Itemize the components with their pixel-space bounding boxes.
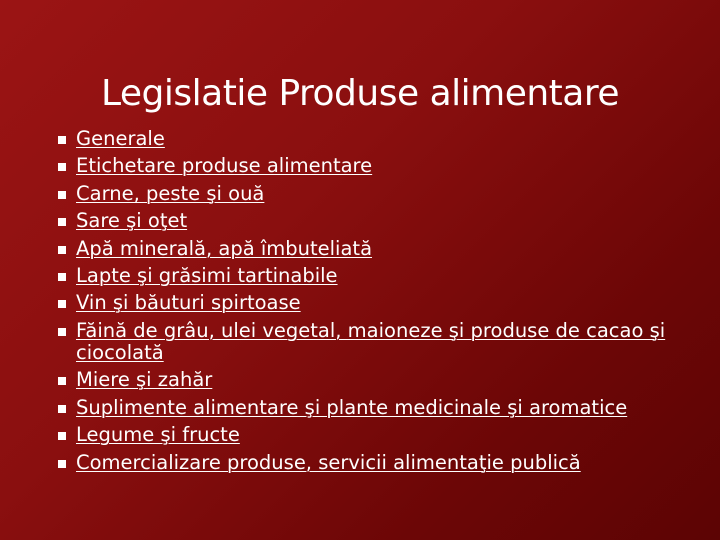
list-item-suplimente[interactable] [60,397,670,419]
list-item-carne[interactable] [60,183,670,205]
list-item-label: Carne, peste şi ouă [76,181,265,205]
link-list [60,128,670,479]
square-bullet-icon [58,405,66,413]
square-bullet-icon [58,191,66,199]
list-item-label: Etichetare produse alimentare [76,154,373,178]
list-item-comercializare[interactable] [60,452,670,474]
list-item-faina[interactable] [60,320,670,365]
list-item-etichetare[interactable] [60,155,670,177]
square-bullet-icon [58,300,66,308]
square-bullet-icon [58,460,66,468]
square-bullet-icon [58,136,66,144]
list-item-label: Legume şi fructe [76,423,240,447]
list-item-label: Generale [76,127,165,150]
list-item-label: Suplimente alimentare şi plante medicinale şi aromatice [76,395,628,419]
list-item-legume[interactable] [60,424,670,446]
list-item-sare[interactable] [60,210,670,232]
list-item-label: Făină de grâu, ulei vegetal, maioneze şi produse de cacao şi ciocolată [76,318,666,365]
list-item-label: Apă minerală, apă îmbuteliată [76,236,373,260]
list-item-apa[interactable] [60,238,670,260]
list-item-miere[interactable] [60,369,670,391]
list-item-label: Miere şi zahăr [76,368,213,392]
slide-title: Legislatie Produse alimentare [100,73,619,115]
square-bullet-icon [58,273,66,281]
square-bullet-icon [58,328,66,336]
square-bullet-icon [58,246,66,254]
list-item-label: Comercializare produse, servicii alimentaţie publică [76,450,581,474]
list-item-label: Sare şi oţet [76,209,188,233]
square-bullet-icon [58,377,66,385]
square-bullet-icon [58,218,66,226]
list-item-label: Lapte şi grăsimi tartinabile [76,263,338,287]
list-item-vin[interactable] [60,292,670,314]
square-bullet-icon [58,432,66,440]
list-item-lapte[interactable] [60,265,670,287]
list-item-generale[interactable] [60,128,670,150]
list-item-label: Vin şi băuturi spirtoase [76,291,301,315]
square-bullet-icon [58,163,66,171]
